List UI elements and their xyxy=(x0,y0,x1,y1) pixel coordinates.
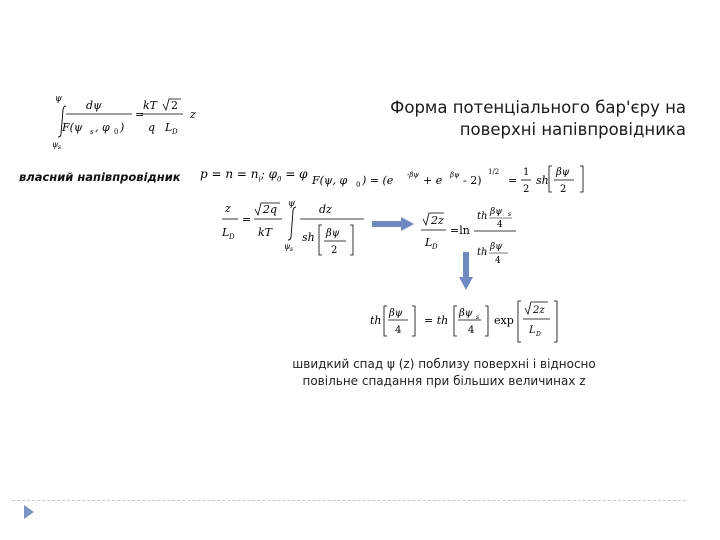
eq4-top-num: βψ xyxy=(490,207,503,217)
slide-title xyxy=(326,97,686,141)
eq2-arg-num: βψ xyxy=(556,167,570,178)
equation-depth-integral xyxy=(222,197,382,272)
eq2-lhs: F(ψ, φ xyxy=(312,174,348,187)
eq2-lhs-sub: 0 xyxy=(356,181,361,189)
equation-log-solution xyxy=(420,203,530,278)
eq5-exp: exp xyxy=(494,314,514,327)
eq3-equals: = xyxy=(242,213,252,226)
eq2-mid: + e xyxy=(423,174,443,187)
eq2-frac-num: 1 xyxy=(523,167,530,178)
eq5-bracket1-right xyxy=(412,306,415,336)
eq2-bracket-right xyxy=(580,166,583,192)
eq5-bracket1-left xyxy=(384,306,387,336)
eq5-arg2-den: 4 xyxy=(468,325,475,336)
eq3-root-num: 2q xyxy=(263,203,278,216)
case-label: власний напівпровідник xyxy=(19,170,181,184)
eq2-power: 1/2 xyxy=(488,168,500,176)
equation-final-profile xyxy=(368,298,578,351)
eq2-exp2: βψ xyxy=(450,171,460,179)
equation-field-function xyxy=(310,160,610,199)
eq4-top-den: 4 xyxy=(497,220,503,230)
eq2-frac-den: 2 xyxy=(523,184,530,195)
eq3-arg-num: βψ xyxy=(326,228,340,239)
eq5-arg3-den: L xyxy=(529,325,536,336)
eq4-bot-num: βψ xyxy=(490,242,503,252)
eq5-th1: th xyxy=(370,314,382,327)
eq2-exp1: -βψ xyxy=(407,171,419,179)
eq4-top-sub: s xyxy=(508,211,512,218)
arrow-right-icon xyxy=(372,217,414,231)
eq5-bracket2-left xyxy=(454,306,457,336)
title-line-1: Форма потенціального бар'єру на xyxy=(390,98,686,117)
arrow-down-icon xyxy=(459,252,473,290)
caption: швидкий спад ψ (z) поблизу поверхні і відносно повільне спадання при більших величинах z xyxy=(292,357,596,388)
eq3-bracket-left xyxy=(319,225,322,255)
eq3-integral-sign xyxy=(288,207,296,240)
case-condition xyxy=(200,167,308,183)
eq1-rhs-L: L xyxy=(165,121,173,134)
eq3-lhs-num: z xyxy=(225,202,231,215)
eq1-den: F(ψ xyxy=(62,121,83,134)
footer-triangle-icon xyxy=(24,505,34,519)
eq1-rhs-root: 2 xyxy=(171,99,178,112)
eq5-arg1-den: 4 xyxy=(395,325,402,336)
eq3-lhs-den: L xyxy=(222,226,230,239)
eq1-den-mid: , φ xyxy=(95,121,110,134)
eq1-upper-limit: ψ xyxy=(55,94,63,104)
eq4-bot-den: 4 xyxy=(495,256,501,266)
eq2-sh: sh xyxy=(536,174,549,187)
eq1-num: dψ xyxy=(86,99,102,112)
eq4-top-th: th xyxy=(477,211,488,222)
case-condition-sub: i xyxy=(258,175,261,184)
eq3-int-num: dz xyxy=(319,203,332,216)
case-condition-end: = φ xyxy=(281,167,308,181)
footer-divider xyxy=(12,500,686,501)
eq1-den-end: ) xyxy=(120,121,125,134)
eq3-bracket-right xyxy=(350,225,353,255)
eq2-arg-den: 2 xyxy=(560,184,567,195)
eq3-arg-den: 2 xyxy=(331,245,338,256)
eq1-rhs-z: z xyxy=(190,108,196,121)
eq5-bracket3-right xyxy=(554,301,557,342)
eq1-rhs-num: kT xyxy=(143,99,158,112)
title-line-2: поверхні напівпровідника xyxy=(459,120,686,139)
eq4-lhs-den: L xyxy=(425,236,433,249)
eq4-bot-th: th xyxy=(477,247,488,258)
eq4-lhs-num: 2z xyxy=(431,214,444,227)
eq1-lower-sub: s xyxy=(58,144,62,150)
case-condition-tail: ; φ xyxy=(260,167,278,181)
eq2-minus: - 2) xyxy=(463,174,482,187)
eq1-equals: = xyxy=(135,108,145,121)
eq5-arg2-sub: s xyxy=(476,314,480,321)
eq4-lhs-sub: D xyxy=(432,243,438,251)
eq3-lower-sub: s xyxy=(290,246,294,253)
eq3-sh: sh xyxy=(302,231,315,244)
eq3-den-kT: kT xyxy=(258,226,273,239)
eq5-bracket2-right xyxy=(485,306,488,336)
eq3-upper: ψ xyxy=(288,199,296,209)
eq1-den-sub2: 0 xyxy=(114,128,119,136)
eq5-arg3-num: 2z xyxy=(533,305,545,316)
eq1-rhs-L-sub: D xyxy=(172,128,178,136)
eq2-lhs-end: ) = (e xyxy=(362,174,394,187)
eq1-lower-limit: ψ xyxy=(52,140,59,149)
eq4-ln: =ln xyxy=(450,224,470,237)
eq5-arg3-sub: D xyxy=(536,331,541,338)
eq5-bracket3-left xyxy=(518,301,521,342)
eq5-arg2-num: βψ xyxy=(459,308,473,319)
equation-integral-definition xyxy=(40,92,210,153)
eq3-lower: ψ xyxy=(284,242,291,251)
eq5-eq: = th xyxy=(424,314,449,327)
eq2-equals: = xyxy=(508,174,518,187)
eq2-bracket-left xyxy=(549,166,552,192)
case-condition-text: p = n = n xyxy=(200,167,259,181)
eq1-den-sub: s xyxy=(90,128,94,136)
eq1-rhs-q: q xyxy=(148,121,156,134)
eq3-lhs-sub: D xyxy=(229,233,235,241)
case-condition-sub2: 0 xyxy=(277,175,282,184)
eq5-arg1-num: βψ xyxy=(389,308,403,319)
